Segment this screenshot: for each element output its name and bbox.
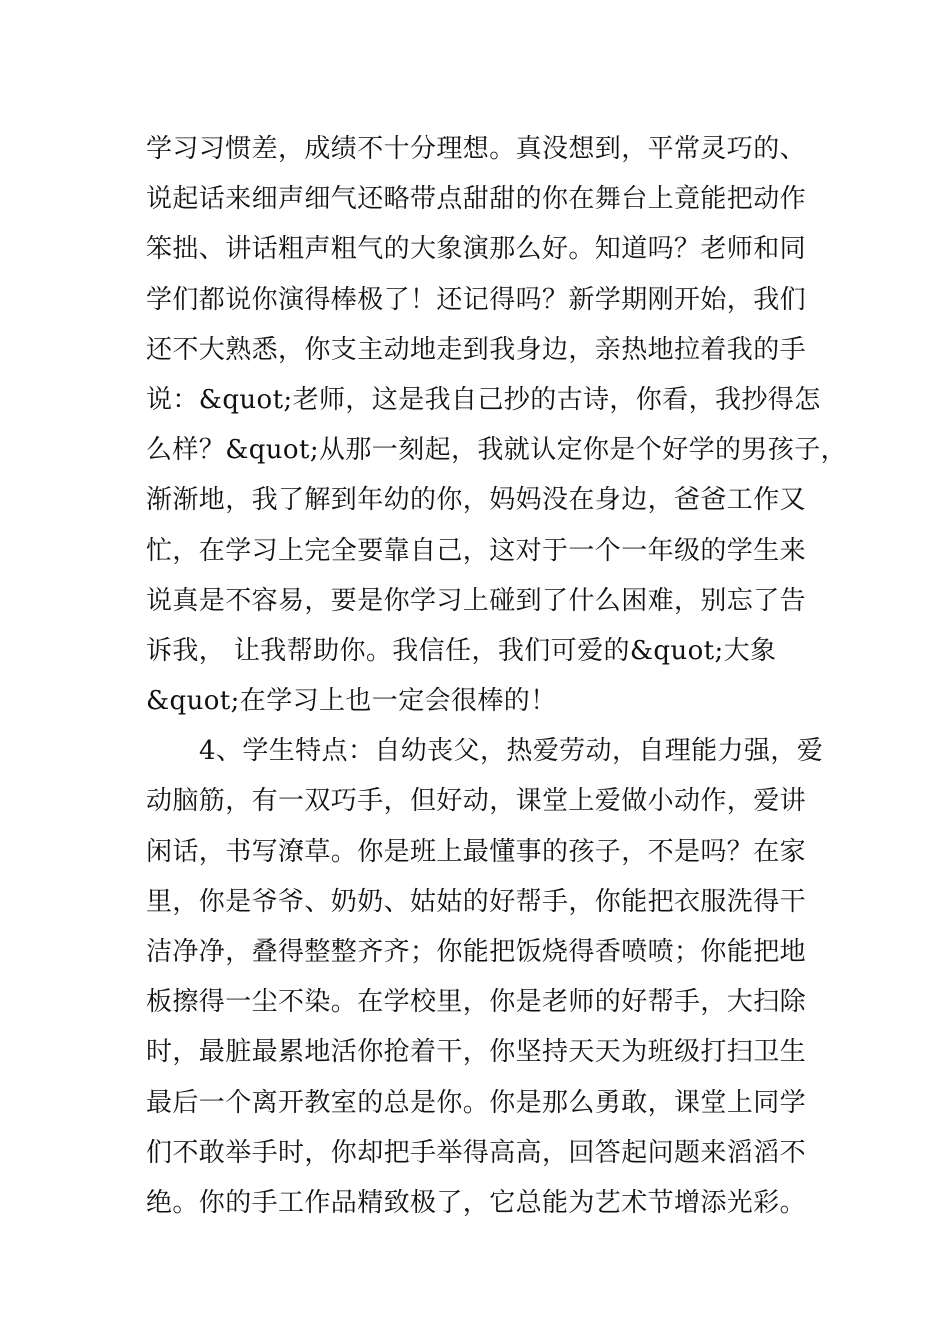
text-line: 洁净净，叠得整整齐齐；你能把饭烧得香喷喷；你能把地 [146, 937, 807, 967]
text-line: 么样？&quot;从那一刻起，我就认定你是个好学的男孩子， [146, 435, 847, 466]
text-line: 说真是不容易，要是你学习上碰到了什么困难，别忘了告 [146, 585, 807, 616]
text-line: 渐渐地，我了解到年幼的你，妈妈没在身边，爸爸工作又 [146, 485, 807, 516]
body-text [146, 124, 847, 1228]
text-line: 板擦得一尘不染。在学校里，你是老师的好帮手，大扫除 [146, 987, 807, 1018]
text-line: 笨拙、讲话粗声粗气的大象演那么好。知道吗？老师和同 [146, 234, 807, 265]
text-line: 最后一个离开教室的总是你。你是那么勇敢，课堂上同学 [146, 1087, 807, 1118]
text-line: 诉我， 让我帮助你。我信任，我们可爱的&quot;大象 [146, 635, 777, 666]
text-line: &quot;在学习上也一定会很棒的！ [146, 686, 557, 717]
text-line: 们不敢举手时，你却把手举得高高，回答起问题来滔滔不 [146, 1137, 807, 1168]
text-line: 还不大熟悉，你支主动地走到我身边，亲热地拉着我的手 [146, 334, 807, 365]
paragraph-start-line: 4、学生特点：自幼丧父，热爱劳动，自理能力强，爱 [199, 736, 824, 767]
text-line: 绝。你的手工作品精致极了，它总能为艺术节增添光彩。 [146, 1187, 807, 1218]
text-line: 说：&quot;老师，这是我自己抄的古诗，你看，我抄得怎 [146, 384, 821, 415]
text-line: 动脑筋，有一双巧手，但好动，课堂上爱做小动作，爱讲 [146, 786, 807, 817]
text-line: 忙，在学习上完全要靠自己，这对于一个一年级的学生来 [146, 535, 807, 566]
text-line: 闲话，书写潦草。你是班上最懂事的孩子，不是吗？在家 [146, 836, 807, 867]
text-line: 学习习惯差，成绩不十分理想。真没想到，平常灵巧的、 [146, 134, 807, 164]
text-line: 时，最脏最累地活你抢着干，你坚持天天为班级打扫卫生 [146, 1037, 807, 1068]
text-line: 里，你是爷爷、奶奶、姑姑的好帮手，你能把衣服洗得干 [146, 886, 807, 917]
text-line: 学们都说你演得棒极了！还记得吗？新学期刚开始，我们 [146, 284, 807, 315]
text-line: 说起话来细声细气还略带点甜甜的你在舞台上竟能把动作 [146, 184, 807, 215]
